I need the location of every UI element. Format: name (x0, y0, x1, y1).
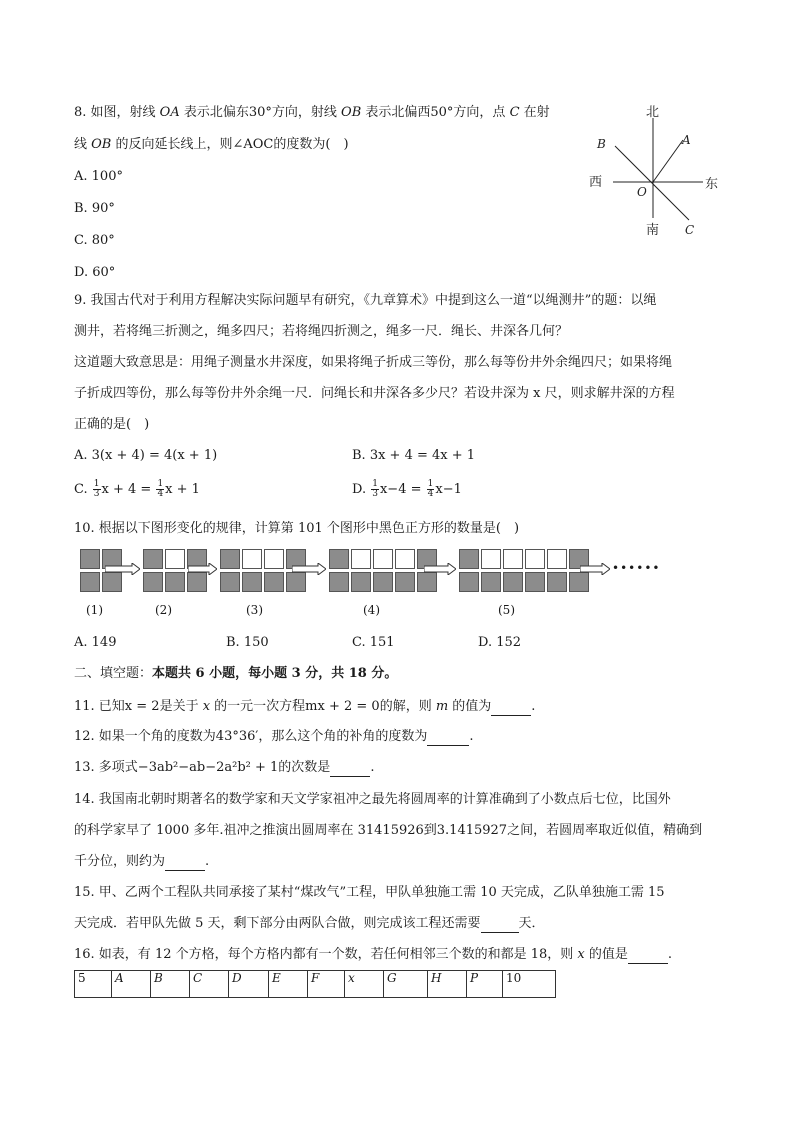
black-square (329, 549, 349, 569)
q10-option-c: C. 151 (352, 635, 395, 650)
table-cell: 5 (75, 971, 112, 998)
table-cell: 10 (503, 971, 556, 998)
q9-option-c: C. $\frac{1}{3}$ x + 4 = $\frac{1}{4}$ x + 1 (74, 479, 200, 499)
label-east: 东 (705, 177, 719, 192)
fraction-one-third: $\frac{1}{3}$ (93, 479, 100, 499)
answer-blank[interactable] (481, 920, 519, 933)
q16-number-table (74, 970, 556, 998)
black-square (569, 572, 589, 592)
q10-label-5: (5) (498, 603, 515, 617)
answer-blank[interactable] (628, 951, 668, 964)
black-square (525, 572, 545, 592)
answer-blank[interactable] (491, 703, 531, 716)
black-square (80, 572, 100, 592)
right-arrow-icon (188, 563, 217, 575)
fraction-one-quarter: $\frac{1}{4}$ (157, 479, 164, 499)
continuation-dots: •••••• (612, 561, 661, 575)
q8-line1: 8. 如图，射线 OA 表示北偏东30°方向，射线 OB 表示北偏西50°方向，点 C 在射 (74, 105, 550, 120)
black-square (143, 572, 163, 592)
black-square (481, 572, 501, 592)
q8-option-a: A. 100° (74, 169, 123, 184)
table-cell: F (308, 971, 345, 998)
right-arrow-icon (580, 563, 610, 575)
label-o: O (637, 185, 647, 199)
q8-option-c: C. 80° (74, 233, 115, 248)
black-square (351, 572, 371, 592)
black-square (187, 572, 207, 592)
q14-line3: 千分位，则约为 . (74, 854, 210, 869)
black-square (503, 572, 523, 592)
white-square (165, 549, 185, 569)
table-cell: A (112, 971, 151, 998)
black-square (547, 572, 567, 592)
black-square (264, 572, 284, 592)
q12-line: 12. 如果一个角的度数为43°36′，那么这个角的补角的度数为 . (74, 729, 474, 744)
black-square (102, 572, 122, 592)
answer-blank[interactable] (165, 858, 205, 871)
q9-option-d: D. $\frac{1}{3}$ x−4 = $\frac{1}{4}$ x−1 (352, 479, 462, 499)
q14-line2: 的科学家早了 1000 多年.祖冲之推演出圆周率在 31415926到3.1415927之间，若圆周率取近似值，精确到 (74, 823, 703, 838)
answer-blank[interactable] (330, 764, 370, 777)
label-south: 南 (646, 223, 660, 238)
table-cell: D (229, 971, 269, 998)
black-square (165, 572, 185, 592)
table-cell: P (467, 971, 503, 998)
q10-label-4: (4) (363, 603, 380, 617)
black-square (329, 572, 349, 592)
ray-ob-and-extension (615, 146, 689, 220)
label-b: B (597, 137, 606, 151)
q10-label-3: (3) (246, 603, 263, 617)
black-square (80, 549, 100, 569)
q9-line3: 这道题大致意思是：用绳子测量水井深度，如果将绳子折成三等份，那么每等份井外余绳四尺；如果将绳 (74, 355, 673, 370)
table-cell: E (269, 971, 308, 998)
white-square (373, 549, 393, 569)
fraction-one-quarter: $\frac{1}{4}$ (427, 479, 434, 499)
table-cell: H (428, 971, 467, 998)
q9-line5: 正确的是( ) (74, 417, 150, 432)
q8-line2: 线 OB 的反向延长线上，则∠AOC的度数为( ) (74, 137, 349, 152)
white-square (481, 549, 501, 569)
q14-line1: 14. 我国南北朝时期著名的数学家和天文学家祖冲之最先将圆周率的计算准确到了小数点后七位，比国外 (74, 792, 671, 807)
white-square (264, 549, 284, 569)
q11-line: 11. 已知x = 2是关于 x 的一元一次方程mx + 2 = 0的解，则 m 的值为 . (74, 699, 536, 714)
right-arrow-icon (105, 563, 140, 575)
q16-line: 16. 如表，有 12 个方格，每个方格内都有一个数，若任何相邻三个数的和都是 18，则 x 的值是 . (74, 947, 673, 962)
q8-option-d: D. 60° (74, 265, 116, 280)
black-square (459, 572, 479, 592)
q10-option-b: B. 150 (226, 635, 269, 650)
q10-label-2: (2) (155, 603, 172, 617)
q13-line: 13. 多项式−3ab²−ab−2a²b² + 1的次数是 . (74, 760, 375, 775)
white-square (525, 549, 545, 569)
black-square (373, 572, 393, 592)
white-square (351, 549, 371, 569)
white-square (242, 549, 262, 569)
fraction-one-third: $\frac{1}{3}$ (372, 479, 378, 499)
q8-option-b: B. 90° (74, 201, 115, 216)
black-square (286, 572, 306, 592)
black-square (395, 572, 415, 592)
q9-line2: 测井，若将绳三折测之，绳多四尺；若将绳四折测之，绳多一尺．绳长、井深各几何？ (74, 324, 569, 339)
white-square (395, 549, 415, 569)
q10-option-d: D. 152 (478, 635, 522, 650)
q15-line2: 天完成．若甲队先做 5 天，剩下部分由两队合做，则完成该工程还需要 天． (74, 916, 545, 931)
table-cell: G (384, 971, 428, 998)
table-cell: x (345, 971, 384, 998)
q9-line4: 子折成四等份，那么每等份井外余绳一尺．问绳长和井深各多少尺？若设井深为 x 尺，则求解井深的方程 (74, 386, 675, 401)
q15-line1: 15. 甲、乙两个工程队共同承接了某村“煤改气”工程，甲队单独施工需 10 天完成，乙队单独施工需 15 (74, 885, 665, 900)
table-cell: C (190, 971, 229, 998)
black-square (220, 572, 240, 592)
q9-line1: 9. 我国古代对于利用方程解决实际问题早有研究，《九章算术》中提到这么一道“以绳测井”的题：以绳 (74, 293, 657, 308)
q9-option-a: A. 3(x + 4) = 4(x + 1) (74, 448, 218, 463)
q10-label-1: (1) (86, 603, 103, 617)
table-cell: B (151, 971, 190, 998)
white-square (547, 549, 567, 569)
right-arrow-icon (424, 563, 456, 575)
black-square (220, 549, 240, 569)
black-square (143, 549, 163, 569)
q9-option-b: B. 3x + 4 = 4x + 1 (352, 448, 476, 463)
black-square (459, 549, 479, 569)
white-square (503, 549, 523, 569)
label-a: A (682, 133, 691, 147)
ray-oa (653, 140, 683, 182)
section-2-heading: 二、填空题：本题共 6 小题，每小题 3 分，共 18 分。 (74, 666, 398, 681)
label-c: C (685, 223, 695, 237)
black-square (242, 572, 262, 592)
label-west: 西 (589, 175, 603, 190)
right-arrow-icon (292, 563, 326, 575)
label-north: 北 (646, 105, 660, 120)
q8-compass-figure (585, 100, 725, 240)
q10-line: 10. 根据以下图形变化的规律，计算第 101 个图形中黑色正方形的数量是( ) (74, 521, 520, 536)
table-row (75, 971, 556, 998)
answer-blank[interactable] (427, 733, 469, 746)
q10-option-a: A. 149 (74, 635, 117, 650)
black-square (417, 572, 437, 592)
